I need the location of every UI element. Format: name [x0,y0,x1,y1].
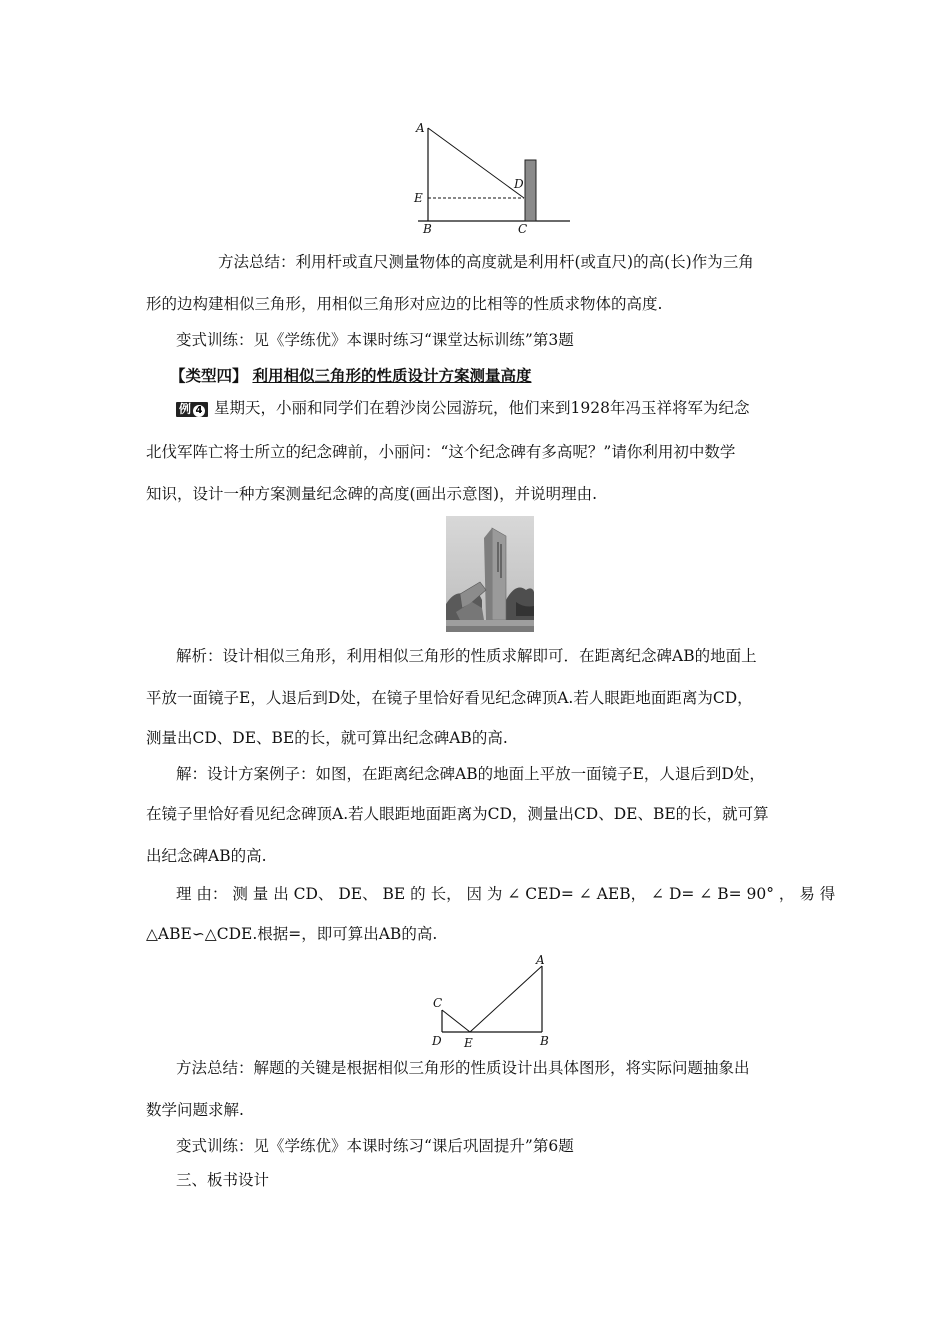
reason-line1: 理 由： 测 量 出 CD、 DE、 BE 的 长， 因 为 ∠ CED= ∠ AEB， ∠ D= ∠ B= 90° ， 易 得 [176,885,836,903]
solution-line3: 出纪念碑AB的高. [146,847,267,865]
label-D: D [514,177,524,191]
section-type4-bracket: 【类型四】 [170,366,248,385]
label-E: E [414,191,423,205]
section-type4-heading [170,366,834,386]
method-summary2-line1: 方法总结：解题的关键是根据相似三角形的性质设计出具体图形，将实际问题抽象出 [176,1059,750,1077]
solution-line2: 在镜子里恰好看见纪念碑顶A.若人眼距地面距离为CD，测量出CD、DE、BE的长，就可算 [146,805,769,823]
label-A: A [416,121,425,135]
label-E: E [464,1036,473,1050]
section-3-heading: 三、板书设计 [176,1171,270,1189]
figure-mirror-method [428,950,558,1050]
example4-line2: 北伐军阵亡将士所立的纪念碑前，小丽问：“这个纪念碑有多高呢？”请你利用初中数学 [146,443,736,461]
variant-training-1: 变式训练：见《学练优》本课时练习“课堂达标训练”第3题 [176,331,574,349]
monument-photo [446,516,534,632]
method-summary-line2: 形的边构建相似三角形，用相似三角形对应边的比相等的性质求物体的高度. [146,295,663,313]
analysis-line3: 测量出CD、DE、BE的长，就可算出纪念碑AB的高. [146,729,508,747]
figure-pole-measurement [410,120,575,235]
label-B: B [423,222,432,235]
section-type4-title: 利用相似三角形的性质设计方案测量高度 [252,366,532,385]
reason-line2: △ABE∽△CDE.根据=，即可算出AB的高. [146,925,438,943]
label-A: A [536,953,545,967]
label-C: C [433,996,443,1010]
example4-line3: 知识，设计一种方案测量纪念碑的高度(画出示意图)，并说明理由. [146,485,598,503]
variant-training-2: 变式训练：见《学练优》本课时练习“课后巩固提升”第6题 [176,1137,574,1155]
method-summary-line1: 方法总结：利用杆或直尺测量物体的高度就是利用杆(或直尺)的高(长)作为三角 [218,253,754,271]
analysis-line2: 平放一面镜子E，人退后到D处，在镜子里恰好看见纪念碑顶A.若人眼距地面距离为CD， [146,689,753,707]
example4-line1: 例 4 星期天，小丽和同学们在碧沙岗公园游玩，他们来到1928年冯玉祥将军为纪念 [176,398,840,418]
label-B: B [540,1034,549,1048]
label-C: C [518,222,528,235]
example-badge: 例 4 [176,402,208,417]
label-D: D [432,1034,442,1048]
method-summary2-line2: 数学问题求解. [146,1101,244,1119]
analysis-line1: 解析：设计相似三角形，利用相似三角形的性质求解即可．在距离纪念碑AB的地面上 [176,647,757,665]
solution-line1: 解：设计方案例子：如图，在距离纪念碑AB的地面上平放一面镜子E，人退后到D处， [176,765,765,783]
